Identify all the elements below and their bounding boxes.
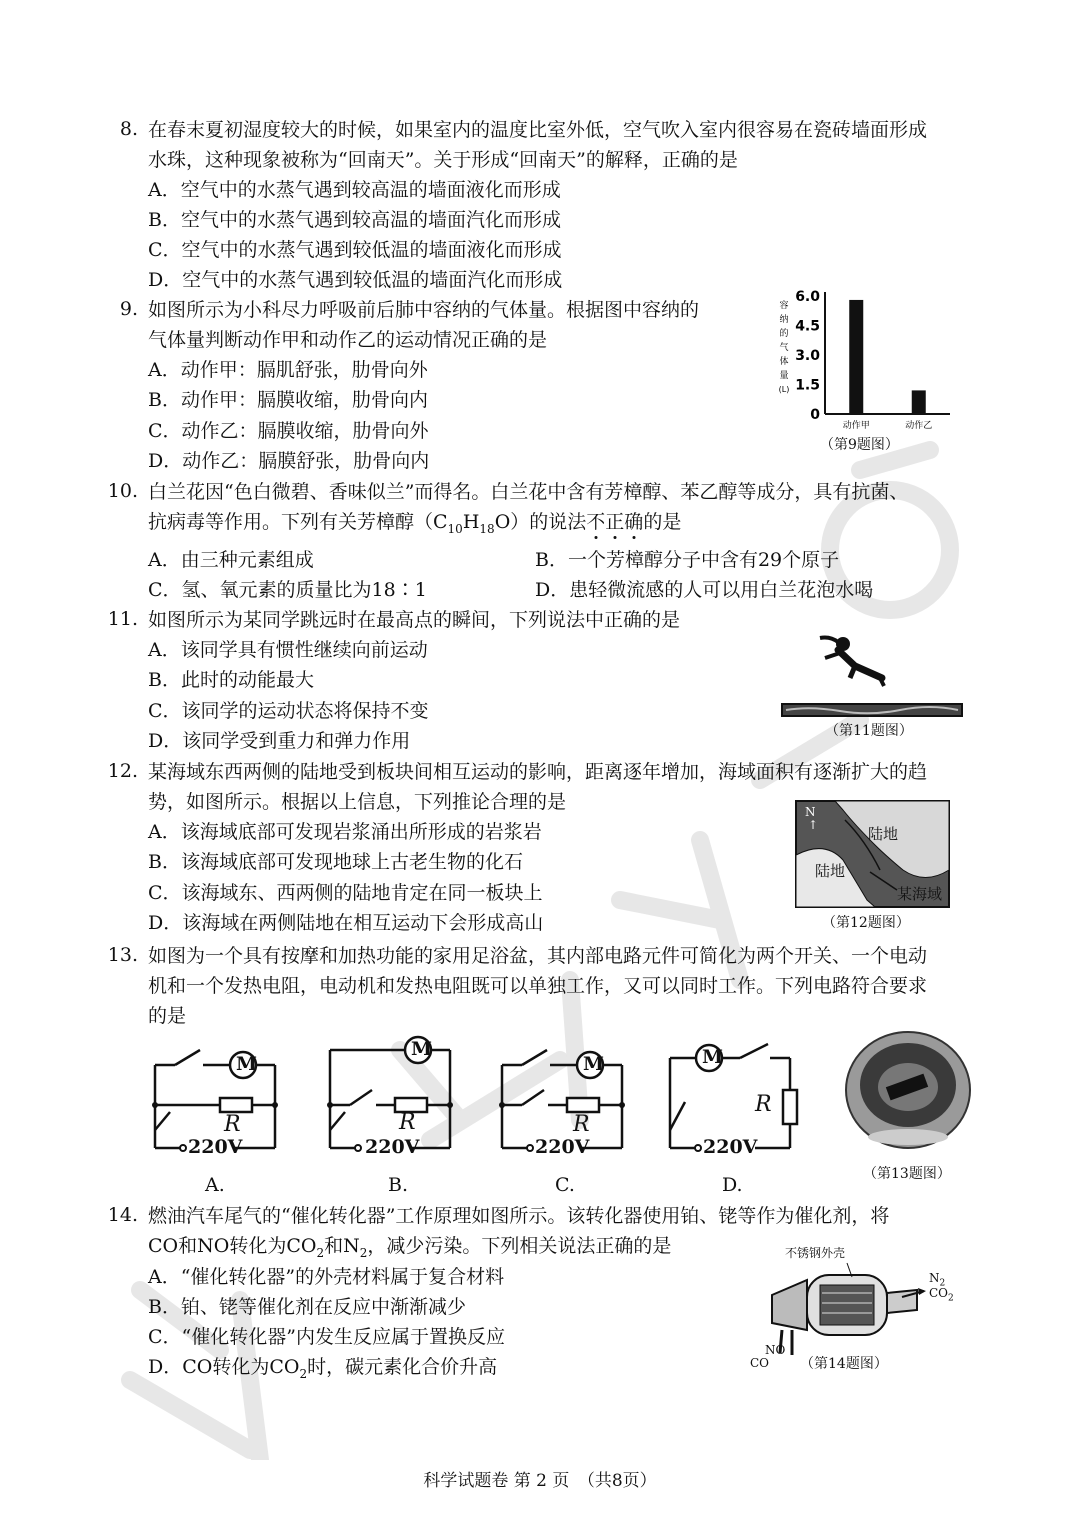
chart-bar xyxy=(849,300,863,414)
q14-text: D．CO转化为CO xyxy=(148,1356,300,1378)
chart-xtick-label: 动作甲 xyxy=(842,421,870,431)
q10-sub: 10 xyxy=(447,521,463,536)
q9-option-b: B．动作甲：膈膜收缩，肋骨向内 xyxy=(148,389,428,411)
switch-icon xyxy=(522,1050,547,1065)
q9-option-c: C．动作乙：膈膜收缩，肋骨向外 xyxy=(148,420,429,442)
q12-option-c: C．该海域东、西两侧的陆地肯定在同一板块上 xyxy=(148,882,543,904)
q10-text: H xyxy=(462,511,480,533)
q11-long-jump-figure xyxy=(780,628,965,723)
q10-text: 的是 xyxy=(643,511,682,533)
q14-text: ，减少污染。下列相关说法正确的是 xyxy=(367,1235,672,1257)
q8-number: 8. xyxy=(119,118,138,140)
q9-option-a: A．动作甲：膈肌舒张，肋骨向外 xyxy=(148,359,428,381)
q10-option-b: B．一个芳樟醇分子中含有29个原子 xyxy=(535,549,840,571)
q8-option-c: C．空气中的水蒸气遇到较低温的墙面液化而形成 xyxy=(148,239,562,261)
circuit-a-resistor-label: R xyxy=(224,1112,241,1137)
q14-option-d xyxy=(148,1352,497,1389)
q14-option-c: C．“催化转化器”内发生反应属于置换反应 xyxy=(148,1326,505,1348)
sandpit-icon xyxy=(782,704,962,716)
q10-sub: 18 xyxy=(479,521,495,536)
circuit-b-voltage: 220V xyxy=(365,1136,420,1158)
q11-option-c: C．该同学的运动状态将保持不变 xyxy=(148,700,429,722)
circuit-b-label: B. xyxy=(388,1174,409,1196)
circuit-c-label: C. xyxy=(555,1174,575,1196)
switch-icon xyxy=(670,1102,685,1130)
q14-no-label: NO xyxy=(765,1343,786,1357)
q10-number: 10. xyxy=(107,480,138,502)
circuit-d-resistor-label: R xyxy=(755,1092,772,1117)
map-north-label: N xyxy=(805,805,816,819)
chart-ytick-label: 4.5 xyxy=(795,318,820,335)
chart-ylabel-char: 纳 xyxy=(779,315,789,325)
resistor-icon xyxy=(220,1098,252,1112)
q13-caption: （第13题图） xyxy=(863,1166,951,1182)
q11-caption: （第11题图） xyxy=(825,723,913,739)
q13-stem-line2: 机和一个发热电阻，电动机和发热电阻既可以单独工作，又可以同时工作。下列电路符合要求 xyxy=(148,975,928,997)
q13-number: 13. xyxy=(107,944,138,966)
q9-stem-line1: 如图所示为小科尽力呼吸前后肺中容纳的气体量。根据图中容纳的 xyxy=(148,299,700,321)
chart-ylabel-char: (L) xyxy=(778,385,790,394)
circuit-a-voltage: 220V xyxy=(188,1136,243,1158)
chart-ylabel-char: 的 xyxy=(779,329,789,339)
q12-number: 12. xyxy=(107,760,138,782)
chart-bars xyxy=(849,300,926,414)
chart-ylabel-char: 体 xyxy=(779,357,789,367)
q14-sub: 2 xyxy=(299,1366,308,1381)
q14-co2-label xyxy=(929,1286,954,1303)
q11-stem-line1: 如图所示为某同学跳远时在最高点的瞬间，下列说法中正确的是 xyxy=(148,609,681,631)
converter-icon xyxy=(772,1275,926,1355)
jumper-icon xyxy=(820,637,884,686)
q14-text: 时，碳元素化合价升高 xyxy=(307,1356,498,1378)
chart-ytick-label: 0 xyxy=(810,407,820,423)
q8-option-d: D．空气中的水蒸气遇到较低温的墙面汽化而形成 xyxy=(148,269,563,291)
q14-number: 14. xyxy=(107,1204,138,1226)
q14-co-label: CO xyxy=(750,1356,770,1370)
q11-option-b: B．此时的动能最大 xyxy=(148,669,314,691)
circuit-a-motor-label: M xyxy=(236,1053,258,1075)
q8-option-a: A．空气中的水蒸气遇到较高温的墙面液化而形成 xyxy=(148,179,561,201)
circuit-d-label: D. xyxy=(722,1174,743,1196)
chart-ylabel-char: 量 xyxy=(779,371,789,381)
switch-icon xyxy=(522,1090,544,1105)
chart-xtick-label: 动作乙 xyxy=(905,421,933,431)
q11-number: 11. xyxy=(107,608,138,630)
circuit-b-resistor-label: R xyxy=(399,1110,416,1135)
q14-caption: （第14题图） xyxy=(800,1356,888,1372)
q10-option-a: A．由三种元素组成 xyxy=(148,549,314,571)
q12-option-a: A．该海域底部可发现岩浆涌出所形成的岩浆岩 xyxy=(148,821,542,843)
map-land-west: 陆地 xyxy=(815,862,846,880)
q8-stem-line1: 在春末夏初湿度较大的时候，如果室内的温度比室外低，空气吹入室内很容易在瓷砖墙面形成 xyxy=(148,119,928,141)
q14-fig-text: N xyxy=(929,1271,940,1285)
q12-option-d: D．该海域在两侧陆地在相互运动下会形成高山 xyxy=(148,912,544,934)
q10-option-c: C．氢、氧元素的质量比为18∶1 xyxy=(148,579,427,601)
chart-bar xyxy=(912,390,926,414)
q11-option-d: D．该同学受到重力和弹力作用 xyxy=(148,730,411,752)
q10-text: 抗病毒等作用。下列有关芳樟醇（C xyxy=(148,511,448,533)
q14-fig-sub: 2 xyxy=(948,1293,954,1304)
q13-stem-line1: 如图为一个具有按摩和加热功能的家用足浴盆，其内部电路元件可简化为两个开关、一个电动 xyxy=(148,945,928,967)
chart-ylabel-char: 容 xyxy=(779,301,789,311)
circuit-d-voltage: 220V xyxy=(703,1136,758,1158)
circuit-b-motor-label: M xyxy=(411,1038,433,1060)
q14-text: CO和NO转化为CO xyxy=(148,1235,317,1257)
q14-shell-label: 不锈钢外壳 xyxy=(785,1246,846,1260)
resistor-icon xyxy=(567,1098,599,1112)
resistor-icon xyxy=(783,1090,797,1124)
switch-icon xyxy=(175,1050,200,1065)
circuit-c-resistor-label: R xyxy=(573,1112,590,1137)
q14-sub: 2 xyxy=(359,1245,368,1260)
q9-caption: （第9题图） xyxy=(820,437,899,453)
q12-stem-line2: 势，如图所示。根据以上信息，下列推论合理的是 xyxy=(148,791,567,813)
chart-ytick-label: 6.0 xyxy=(795,289,820,305)
q8-stem-line2: 水珠，这种现象被称为“回南天”。关于形成“回南天”的解释，正确的是 xyxy=(148,149,738,171)
map-land-east: 陆地 xyxy=(868,825,899,843)
q13-stem-line3: 的是 xyxy=(148,1005,187,1027)
q9-stem-line2: 气体量判断动作甲和动作乙的运动情况正确的是 xyxy=(148,329,548,351)
chart-ylabel-char: 气 xyxy=(779,343,789,353)
q14-fig-sub: 2 xyxy=(939,1278,946,1289)
north-arrow-icon: ↑ xyxy=(808,818,819,832)
q9-number: 9. xyxy=(119,298,138,320)
circuit-d-motor-label: M xyxy=(702,1046,724,1068)
q10-stem-line1: 白兰花因“色白微碧、香味似兰”而得名。白兰花中含有芳樟醇、苯乙醇等成分，具有抗菌、 xyxy=(148,481,909,503)
q10-emphasis: 不 xyxy=(586,511,606,533)
page-footer: 科学试题卷 第 2 页 （共8页） xyxy=(423,1471,657,1491)
q10-text: O）的说法 xyxy=(494,511,587,533)
circuit-c-motor-label: M xyxy=(583,1053,605,1075)
q9-option-d: D．动作乙：膈膜舒张，肋骨向内 xyxy=(148,450,430,472)
q14-stem-line1: 燃油汽车尾气的“催化转化器”工作原理如图所示。该转化器使用铂、铑等作为催化剂，将 xyxy=(148,1205,890,1227)
chart-ytick-label: 1.5 xyxy=(795,377,820,394)
q14-fig-text: CO xyxy=(929,1286,949,1300)
circuit-a-label: A. xyxy=(205,1174,225,1196)
chart-ylabel xyxy=(779,299,790,394)
q14-option-b: B．铂、铑等催化剂在反应中渐渐减少 xyxy=(148,1296,466,1318)
q11-option-a: A．该同学具有惯性继续向前运动 xyxy=(148,639,428,661)
q10-emphasis: 正 xyxy=(605,511,625,533)
circuit-c-voltage: 220V xyxy=(535,1136,590,1158)
q12-stem-line1: 某海域东西两侧的陆地受到板块间相互运动的影响，距离逐年增加，海域面积有逐渐扩大的趋 xyxy=(148,761,928,783)
switch-icon xyxy=(740,1044,768,1058)
q10-stem-line2 xyxy=(148,507,681,544)
q14-sub: 2 xyxy=(316,1245,325,1260)
chart-ytick-label: 3.0 xyxy=(795,348,820,364)
switch-icon xyxy=(155,1112,170,1130)
chart-xlabels xyxy=(843,419,933,431)
q14-text: 和N xyxy=(324,1235,360,1257)
q12-option-b: B．该海域底部可发现地球上古老生物的化石 xyxy=(148,851,523,873)
q12-caption: （第12题图） xyxy=(822,915,910,931)
q13-foot-bath-figure xyxy=(842,1025,974,1155)
switch-icon xyxy=(350,1090,372,1105)
map-sea-label: 某海域 xyxy=(897,885,943,903)
q14-option-a: A．“催化转化器”的外壳材料属于复合材料 xyxy=(148,1266,505,1288)
q9-bar-chart xyxy=(770,282,960,437)
chart-yticks xyxy=(795,289,820,423)
switch-icon xyxy=(330,1112,345,1130)
q8-option-b: B．空气中的水蒸气遇到较高温的墙面汽化而形成 xyxy=(148,209,561,231)
q10-emphasis: 确 xyxy=(624,511,644,533)
q10-option-d: D．患轻微流感的人可以用白兰花泡水喝 xyxy=(535,579,874,601)
